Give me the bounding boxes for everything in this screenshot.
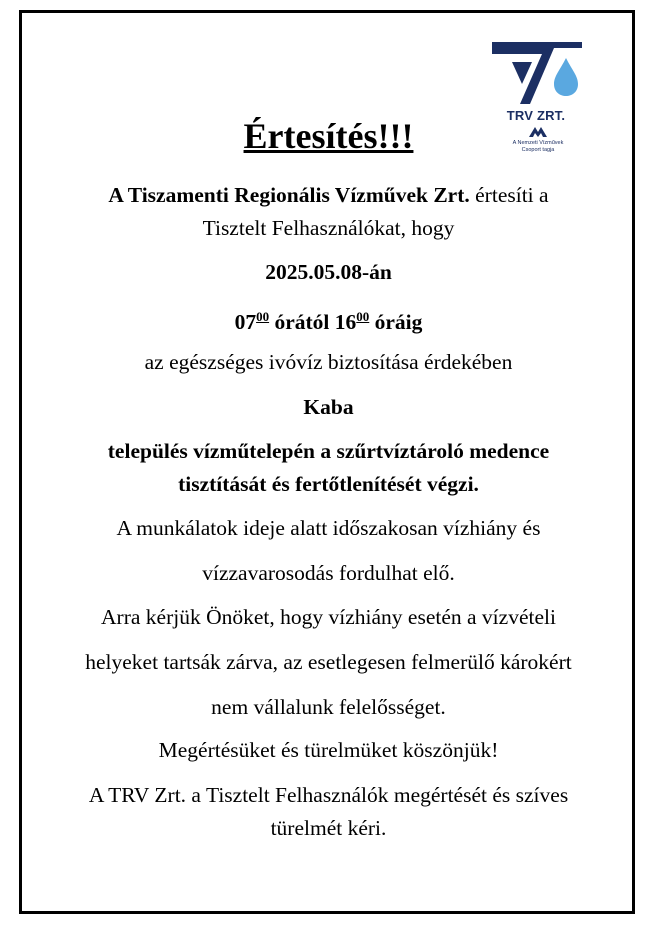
- warning-line-1: A munkálatok ideje alatt időszakosan vízhiány és: [116, 516, 541, 540]
- notice-title: Értesítés!!!: [243, 116, 414, 156]
- time-start-min: 00: [256, 309, 270, 324]
- town-name: Kaba: [303, 395, 354, 419]
- thanks-line: Megértésüket és türelmüket köszönjük!: [158, 738, 499, 762]
- work-line-2: tisztítását és fertőtlenítését végzi.: [178, 472, 479, 496]
- logo-tagline-1: A Nemzeti Vízművek: [512, 140, 564, 146]
- closing-line-1: A TRV Zrt. a Tisztelt Felhasználók megértését és szíves: [88, 783, 569, 807]
- trv-logo-mark: [492, 34, 582, 114]
- request-line-2: helyeket tartsák zárva, az esetlegesen felmerülő károkért: [85, 650, 572, 674]
- intro-rest: értesíti a: [469, 183, 549, 207]
- water-drop-icon: [554, 58, 578, 96]
- time-end-hour: 16: [334, 310, 357, 334]
- time-start-hour: 07: [234, 310, 257, 334]
- notice-time: [30, 302, 627, 337]
- intro-line-1: [30, 180, 627, 210]
- notice-date: 2025.05.08-án: [265, 260, 392, 284]
- warning-line-2: vízzavarosodás fordulhat elő.: [202, 561, 455, 585]
- time-end-min: 00: [356, 309, 370, 324]
- time-end-word: óráig: [369, 310, 423, 334]
- company-name: A Tiszamenti Regionális Vízművek Zrt.: [108, 183, 470, 207]
- closing-line-2: türelmét kéri.: [270, 816, 387, 840]
- purpose-line: az egészséges ivóvíz biztosítása érdekében: [144, 350, 513, 374]
- logo-brand: TRV ZRT.: [506, 108, 566, 123]
- request-line-3: nem vállalunk felelősséget.: [211, 695, 446, 719]
- work-line-1: település vízműtelepén a szűrtvíztároló medence: [107, 439, 550, 463]
- intro-line-2: Tisztelt Felhasználókat, hogy: [202, 216, 455, 240]
- request-line-1: Arra kérjük Önöket, hogy vízhiány esetén a vízvételi: [101, 605, 556, 629]
- logo-tagline-2: Csoport tagja: [521, 147, 555, 153]
- time-start-word: órától: [269, 310, 335, 334]
